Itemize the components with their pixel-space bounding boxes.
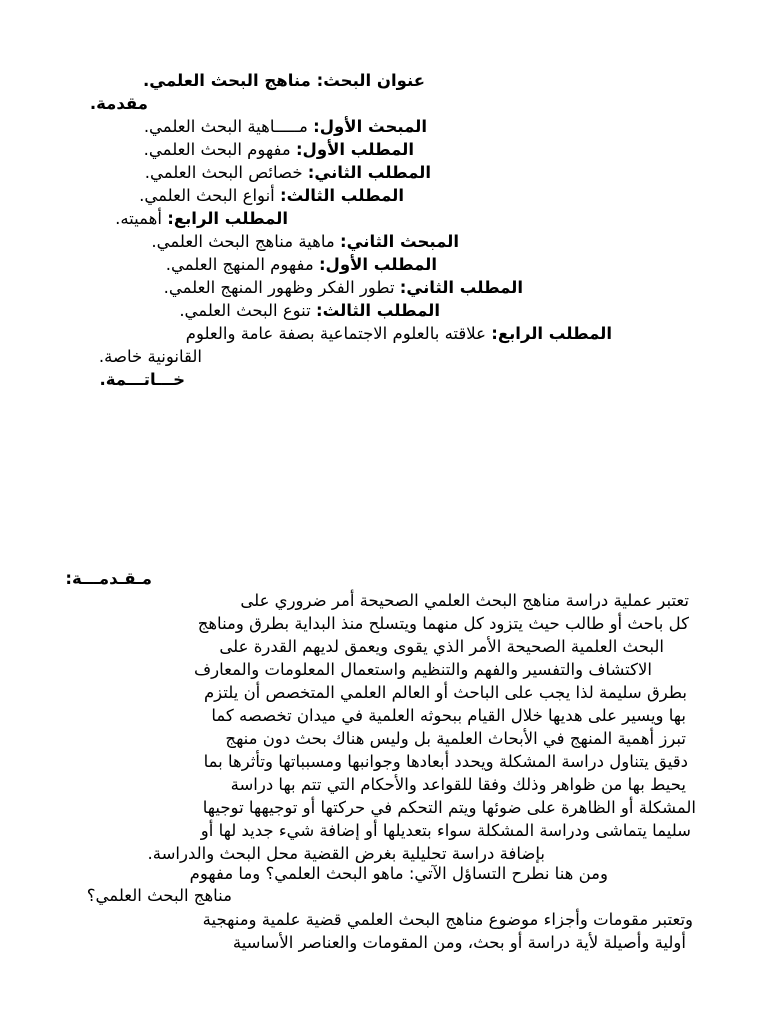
outline-item-label: المطلب الرابع: xyxy=(491,324,612,343)
paragraph-line: أولية وأصيلة لأية دراسة أو بحث، ومن المقومات والعناصر الأساسية xyxy=(232,933,686,952)
outline-item-label: المطلب الثاني: xyxy=(399,278,523,297)
paragraph-line: ومن هنا نطرح التساؤل الآتي: ماهو البحث العلمي؟ وما مفهوم xyxy=(189,864,608,883)
outline-item-text: علاقته بالعلوم الاجتماعية بصفة عامة والعلوم xyxy=(185,324,492,343)
paragraph-line: يحيط بها من ظواهر وذلك وفقا للقواعد والأحكام التي تتم بها دراسة xyxy=(230,775,686,794)
paragraph-line: دقيق يتناول دراسة المشكلة ويحدد أبعادها وجوانبها ومسبباتها وتأثرها بما xyxy=(203,752,688,771)
outline-item-label: المطلب الأول: xyxy=(318,255,437,274)
paragraph-line: تبرز أهمية المنهج في الأبحاث العلمية بل وليس هناك بحث دون منهج xyxy=(225,729,686,748)
outline-item xyxy=(179,300,440,322)
outline-item xyxy=(186,323,612,345)
outline-item-label: المطلب الرابع: xyxy=(167,209,288,228)
outline-item-text: مـــــاهية البحث العلمي. xyxy=(143,117,314,136)
outline-item xyxy=(151,231,459,253)
outline-item xyxy=(166,254,437,276)
outline-item-label: المطلب الأول: xyxy=(295,140,414,159)
outline-intro: مقدمة. xyxy=(89,94,148,113)
paragraph-line: وتعتبر مقومات وأجزاء موضوع مناهج البحث العلمي قضية علمية ومنهجية xyxy=(202,910,693,929)
paragraph-line: تعتبر عملية دراسة مناهج البحث العلمي الصحيحة أمر ضروري على xyxy=(240,591,689,610)
outline-item-text: خصائص البحث العلمي. xyxy=(144,163,308,182)
paragraph-line: المشكلة أو الظاهرة على ضوئها ويتم التحكم في حركتها أو توجيهها توجيها xyxy=(202,798,696,817)
outline-item-label: المبحث الثاني: xyxy=(339,232,459,251)
research-title: عنوان البحث: مناهج البحث العلمي. xyxy=(143,71,425,90)
paragraph-line: سليما يتماشى ودراسة المشكلة سواء بتعديلها أو إضافة شيء جديد لها أو xyxy=(200,821,691,840)
outline-item-label: المطلب الثاني: xyxy=(307,163,431,182)
outline-item-label: المطلب الثالث: xyxy=(280,186,404,205)
outline-item xyxy=(144,116,427,138)
outline-item-text: مفهوم البحث العلمي. xyxy=(143,140,296,159)
outline-item-text: تطور الفكر وظهور المنهج العلمي. xyxy=(163,278,400,297)
outline-item-text: أنواع البحث العلمي. xyxy=(139,186,281,205)
outline-item xyxy=(115,208,288,230)
outline-item xyxy=(145,162,431,184)
introduction-heading: مـقـدمـــة: xyxy=(65,569,152,588)
outline-item-text: أهميته. xyxy=(115,209,168,228)
outline-conclusion: خـــاتـــمة. xyxy=(99,370,185,389)
outline-item xyxy=(144,139,414,161)
outline-item xyxy=(164,277,523,299)
paragraph-line: بطرق سليمة لذا يجب على الباحث أو العالم العلمي المتخصص أن يلتزم xyxy=(203,683,687,702)
outline-item xyxy=(139,185,404,207)
outline-item-label: المطلب الثالث: xyxy=(316,301,440,320)
paragraph-line: الاكتشاف والتفسير والفهم والتنظيم واستعمال المعلومات والمعارف xyxy=(194,660,652,679)
paragraph-line: كل باحث أو طالب حيث يتزود كل منهما ويتسلح منذ البداية بطرق ومناهج xyxy=(197,614,689,633)
outline-item-continuation: القانونية خاصة. xyxy=(98,347,202,366)
paragraph-line: بإضافة دراسة تحليلية بغرض القضية محل البحث والدراسة. xyxy=(147,844,545,863)
paragraph-line: مناهج البحث العلمي؟ xyxy=(86,886,232,905)
outline-item-text: تنوع البحث العلمي. xyxy=(179,301,317,320)
paragraph-line: بها ويسير على هديها خلال القيام ببحوثه العلمية في ميدان تخصصه كما xyxy=(211,706,686,725)
outline-item-text: مفهوم المنهج العلمي. xyxy=(165,255,319,274)
outline-item-text: ماهية مناهج البحث العلمي. xyxy=(151,232,340,251)
outline-item-label: المبحث الأول: xyxy=(313,117,427,136)
paragraph-line: البحث العلمية الصحيحة الأمر الذي يقوى ويعمق لديهم القدرة على xyxy=(219,637,664,656)
